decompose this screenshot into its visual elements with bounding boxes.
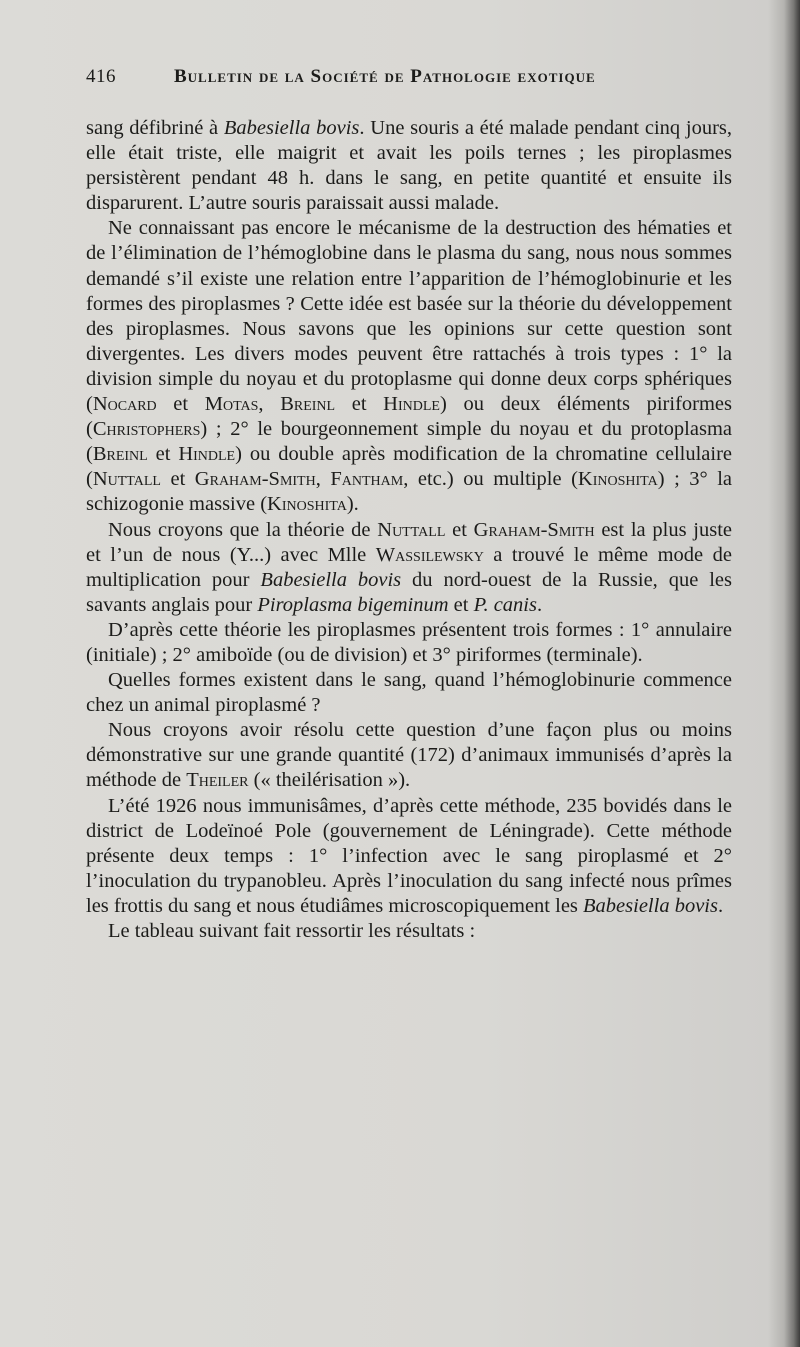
text-run: Nous croyons que la théorie de xyxy=(108,518,378,541)
author-name: Fantham xyxy=(330,468,404,491)
author-name: Breinl xyxy=(280,393,336,416)
text-run: ) ou deux éléments piriformes ( xyxy=(86,393,732,441)
text-run: , xyxy=(258,393,281,416)
text-run: et xyxy=(445,518,474,541)
text-run: Nous croyons avoir résolu cette question d’une façon plus ou moins démonstrative sur une grande quantité (172) d’animaux immunisés d’après la méthode de xyxy=(86,719,732,792)
text-run: a trouvé le même mode de multiplication pour xyxy=(86,543,732,591)
italic-term: Piroplasma bigeminum xyxy=(257,593,449,616)
paragraph xyxy=(86,718,732,793)
page-header xyxy=(86,66,732,96)
text-run: et xyxy=(147,443,179,466)
author-name: Breinl xyxy=(92,443,148,466)
text-run: Quelles formes existent dans le sang, quand l’hémoglobinurie commence chez un animal piroplasmé ? xyxy=(86,669,732,717)
author-name: Graham-Smith xyxy=(473,518,595,541)
text-run: et xyxy=(448,593,474,616)
paragraph xyxy=(86,668,732,718)
body-text xyxy=(86,116,732,944)
author-name: Graham-Smith xyxy=(194,468,316,491)
text-run: et xyxy=(335,393,384,416)
text-run: et xyxy=(160,468,195,491)
page-number: 416 xyxy=(86,66,116,87)
author-name: Hindle xyxy=(383,393,440,416)
text-run: . xyxy=(536,593,543,616)
text-run: du nord-ouest de la Russie, que les savants anglais pour xyxy=(86,568,732,616)
italic-term: Babesiella bovis xyxy=(583,894,718,917)
italic-term: Babesiella bovis xyxy=(223,117,360,139)
text-run: Le tableau suivant fait ressortir les résultats : xyxy=(108,920,476,942)
text-run: D’après cette théorie les piroplasmes présentent trois formes : 1° annulaire (initiale) ; 2° amiboïde (ou de division) et 3° piriformes (terminale). xyxy=(86,618,732,666)
author-name: Christophers xyxy=(92,418,201,441)
text-run: est la plus juste et l’un de nous (Y...) avec Mlle xyxy=(86,518,732,566)
page-edge-shadow xyxy=(784,0,800,1347)
text-run: , xyxy=(315,468,331,491)
paragraph xyxy=(86,794,732,919)
author-name: Nocard xyxy=(92,393,157,416)
author-name: Hindle xyxy=(178,443,236,466)
author-name: Nuttall xyxy=(92,468,161,491)
text-run: . xyxy=(717,894,724,917)
text-run: L’été 1926 nous immunisâmes, d’après cette méthode, 235 bovidés dans le district de Lodeïnoé Pole (gouvernement de Léningrade). Cette méthode présente deux temps : 1° l’infection avec le sang piroplasmé et 2° l’inoculation du trypanobleu. Après l’inoculation du sang infecté nous prîmes les frottis du sang et nous étudiâmes microscopiquement les xyxy=(86,794,732,917)
italic-term: P. canis xyxy=(473,593,537,616)
paragraph xyxy=(86,216,732,517)
author-name: Nuttall xyxy=(377,518,446,541)
text-run: ) ou double après modification de la chromatine cellulaire ( xyxy=(86,443,733,491)
text-run: ) ; 3° la schizogonie massive ( xyxy=(86,468,733,516)
text-run: Ne connaissant pas encore le mécanisme de la destruction des hématies et de l’élimination de l’hémoglobine dans le plasma du sang, nous nous sommes demandé s’il existe une relation entre l’apparition de l’hémoglobinurie et les formes des piroplasmes ? Cette idée est basée sur la théorie du développement des piroplasmes. Nous savons que les opinions sur cette question sont divergentes. Les divers modes peuvent être rattachés à trois types : 1° la division simple du noyau et du protoplasme qui donne deux corps sphériques ( xyxy=(86,217,732,416)
paragraph xyxy=(86,919,732,944)
author-name: Kinoshita xyxy=(267,493,347,516)
text-run: (« theilérisation »). xyxy=(248,769,411,792)
author-name: Kinoshita xyxy=(577,468,658,491)
text-run: . Une souris a été malade pendant cinq jours, elle était triste, elle maigrit et avait les poils ternes ; les piroplasmes persistèrent pendant 48 h. dans le sang, en petite quantité et ensuite ils disparurent. L’autre souris paraissait aussi malade. xyxy=(86,117,732,215)
author-name: Theiler xyxy=(186,769,249,792)
text-run: sang défibriné à xyxy=(86,117,224,139)
running-head: Bulletin de la Société de Pathologie exotique xyxy=(174,66,596,87)
author-name: Wassilewsky xyxy=(375,543,484,566)
text-run: , etc.) ou multiple ( xyxy=(403,468,578,491)
text-run: ). xyxy=(346,493,359,516)
text-run: et xyxy=(156,393,205,416)
paragraph xyxy=(86,116,732,216)
paragraph xyxy=(86,618,732,668)
text-run: ) ; 2° le bourgeonnement simple du noyau et du protoplasma ( xyxy=(86,418,732,466)
author-name: Motas xyxy=(204,393,259,416)
paragraph xyxy=(86,518,732,618)
italic-term: Babesiella bovis xyxy=(260,568,402,591)
